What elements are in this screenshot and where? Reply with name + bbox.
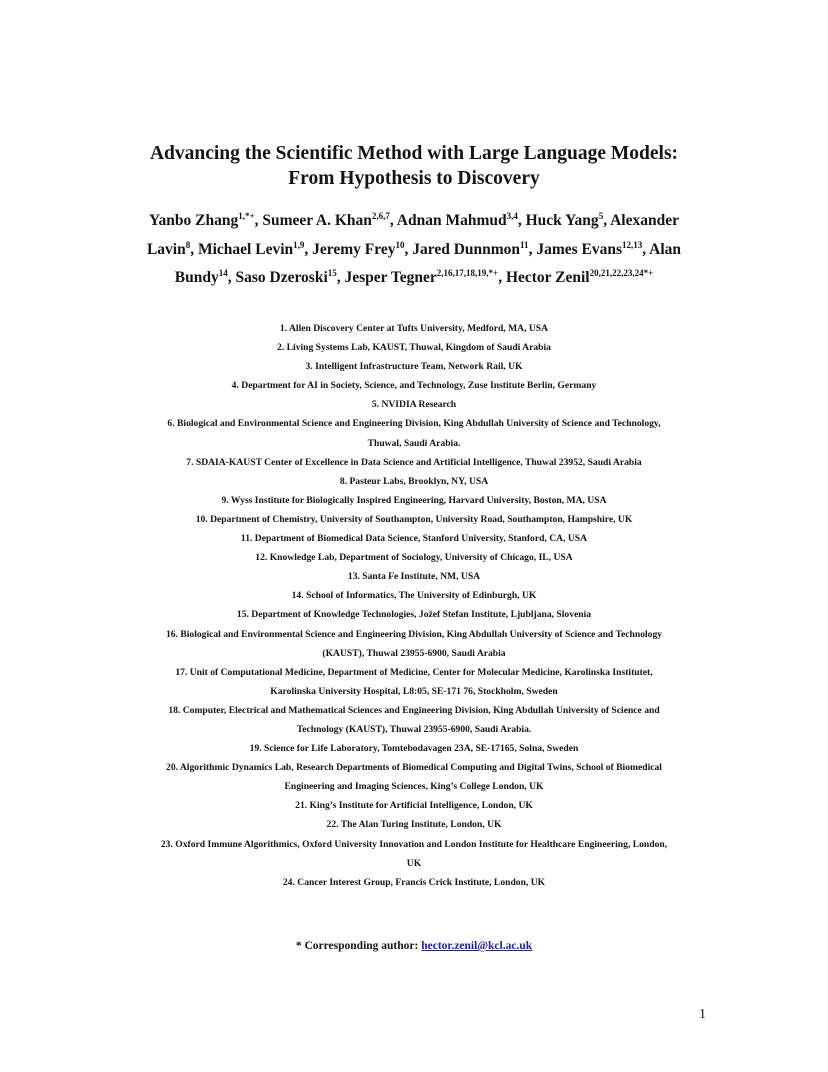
author-affiliation-marks: 12,13 bbox=[622, 239, 643, 250]
author-name: Yanbo Zhang bbox=[149, 212, 239, 229]
affiliation-line: 10. Department of Chemistry, University of Southampton, University Road, Southampton, Hampshire, UK bbox=[195, 513, 633, 525]
author-affiliation-marks: 3,4 bbox=[506, 211, 518, 221]
affiliation-line: 9. Wyss Institute for Biologically Inspired Engineering, Harvard University, Boston, MA, USA bbox=[221, 494, 607, 506]
author-name: , Huck Yang bbox=[517, 212, 599, 229]
author-line-2 bbox=[0, 236, 828, 265]
author-name: , Sumeer A. Khan bbox=[254, 212, 372, 229]
affiliation-line: 24. Cancer Interest Group, Francis Crick Institute, London, UK bbox=[282, 876, 546, 888]
affiliation-line: 6. Biological and Environmental Science and Engineering Division, King Abdullah University of Science and Technology, bbox=[167, 418, 661, 430]
author-affiliation-marks: 8 bbox=[185, 239, 191, 250]
affiliation-line: 13. Santa Fe Institute, NM, USA bbox=[347, 571, 481, 583]
title-line-1: Advancing the Scientific Method with Large Language Models: bbox=[149, 143, 679, 164]
author-name: , Jeremy Frey bbox=[304, 240, 396, 258]
author-line-3 bbox=[0, 264, 828, 293]
affiliation-line: Engineering and Imaging Sciences, King’s College London, UK bbox=[284, 781, 544, 793]
author-name: , Adnan Mahmud bbox=[389, 212, 507, 229]
affiliation-line: 17. Unit of Computational Medicine, Department of Medicine, Center for Molecular Medicine, Karolinska Institutet, bbox=[175, 666, 653, 678]
affiliation-line: Technology (KAUST), Thuwal 23955-6900, Saudi Arabia. bbox=[296, 723, 532, 735]
affiliation-line: Thuwal, Saudi Arabia. bbox=[367, 437, 461, 449]
author-affiliation-marks: 14 bbox=[218, 268, 228, 278]
author-name: Lavin bbox=[146, 240, 186, 258]
affiliation-line: 18. Computer, Electrical and Mathematical Sciences and Engineering Division, King Abdullah University of Science and bbox=[168, 704, 660, 716]
author-affiliation-marks: 11 bbox=[520, 239, 529, 250]
author-name: , Alexander bbox=[603, 212, 679, 229]
affiliation-line: (KAUST), Thuwal 23955-6900, Saudi Arabia bbox=[322, 647, 506, 659]
affiliation-line: 2. Living Systems Lab, KAUST, Thuwal, Kingdom of Saudi Arabia bbox=[277, 342, 551, 354]
author-name: , Jared Dunnmon bbox=[404, 240, 521, 258]
affiliation-line: 19. Science for Life Laboratory, Tomtebodavagen 23A, SE-17165, Solna, Sweden bbox=[249, 743, 579, 755]
author-affiliation-marks: 1,9 bbox=[293, 239, 305, 250]
author-affiliation-marks: 2,16,17,18,19,*+ bbox=[436, 268, 499, 278]
author-line-1 bbox=[0, 207, 828, 236]
affiliation-list bbox=[0, 319, 828, 892]
author-name: , Hector Zenil bbox=[498, 269, 590, 286]
affiliation-line: 23. Oxford Immune Algorithmics, Oxford University Innovation and London Institute for Healthcare Engineering, London, bbox=[160, 838, 668, 850]
affiliation-line: 8. Pasteur Labs, Brooklyn, NY, USA bbox=[339, 475, 489, 487]
author-affiliation-marks: 1,*+ bbox=[238, 211, 255, 221]
affiliation-line: 4. Department for AI in Society, Science, and Technology, Zuse Institute Berlin, Germany bbox=[231, 380, 597, 392]
page-number: 1 bbox=[699, 1007, 706, 1022]
author-affiliation-marks: 2,6,7 bbox=[371, 211, 390, 221]
author-affiliation-marks: 5 bbox=[598, 211, 604, 221]
affiliation-line: 22. The Alan Turing Institute, London, UK bbox=[326, 819, 502, 831]
affiliation-line: 21. King’s Institute for Artificial Intelligence, London, UK bbox=[295, 800, 533, 812]
author-affiliation-marks: 15 bbox=[327, 268, 337, 278]
author-affiliation-marks: 20,21,22,23,24*+ bbox=[589, 268, 654, 278]
author-name: Bundy bbox=[174, 269, 219, 286]
paper-title bbox=[0, 141, 828, 191]
affiliation-line: 5. NVIDIA Research bbox=[371, 399, 457, 411]
affiliation-line: Karolinska University Hospital, L8:05, SE-171 76, Stockholm, Sweden bbox=[270, 685, 558, 697]
affiliation-line: 11. Department of Biomedical Data Science, Stanford University, Stanford, CA, USA bbox=[240, 533, 588, 545]
title-line-2: From Hypothesis to Discovery bbox=[288, 168, 540, 189]
corresponding-author-label: * Corresponding author: bbox=[295, 940, 422, 952]
affiliation-line: 14. School of Informatics, The University of Edinburgh, UK bbox=[291, 590, 537, 602]
author-name: , Jesper Tegner bbox=[336, 269, 437, 286]
author-name: , Saso Dzeroski bbox=[227, 269, 328, 286]
affiliation-line: 20. Algorithmic Dynamics Lab, Research Departments of Biomedical Computing and Digital Twins, School of Biomedical bbox=[166, 762, 662, 774]
author-list bbox=[0, 207, 828, 293]
author-name: , James Evans bbox=[528, 240, 623, 258]
affiliation-line: 7. SDAIA-KAUST Center of Excellence in Data Science and Artificial Intelligence, Thuwal 23952, Saudi Arabia bbox=[186, 456, 642, 468]
author-affiliation-marks: 10 bbox=[395, 239, 405, 250]
affiliation-line: UK bbox=[406, 857, 422, 869]
author-name: , Michael Levin bbox=[190, 240, 294, 258]
affiliation-line: 16. Biological and Environmental Science and Engineering Division, King Abdullah University of Science and Technology bbox=[165, 628, 663, 640]
corresponding-author bbox=[0, 940, 828, 952]
affiliation-line: 3. Intelligent Infrastructure Team, Network Rail, UK bbox=[305, 361, 523, 373]
author-name: , Alan bbox=[642, 240, 682, 258]
affiliation-line: 12. Knowledge Lab, Department of Sociology, University of Chicago, IL, USA bbox=[255, 552, 573, 564]
corresponding-email-link[interactable]: hector.zenil@kcl.ac.uk bbox=[421, 940, 533, 952]
affiliation-line: 1. Allen Discovery Center at Tufts University, Medford, MA, USA bbox=[279, 323, 549, 334]
affiliation-line: 15. Department of Knowledge Technologies, Jožef Stefan Institute, Ljubljana, Slovenia bbox=[236, 609, 592, 621]
